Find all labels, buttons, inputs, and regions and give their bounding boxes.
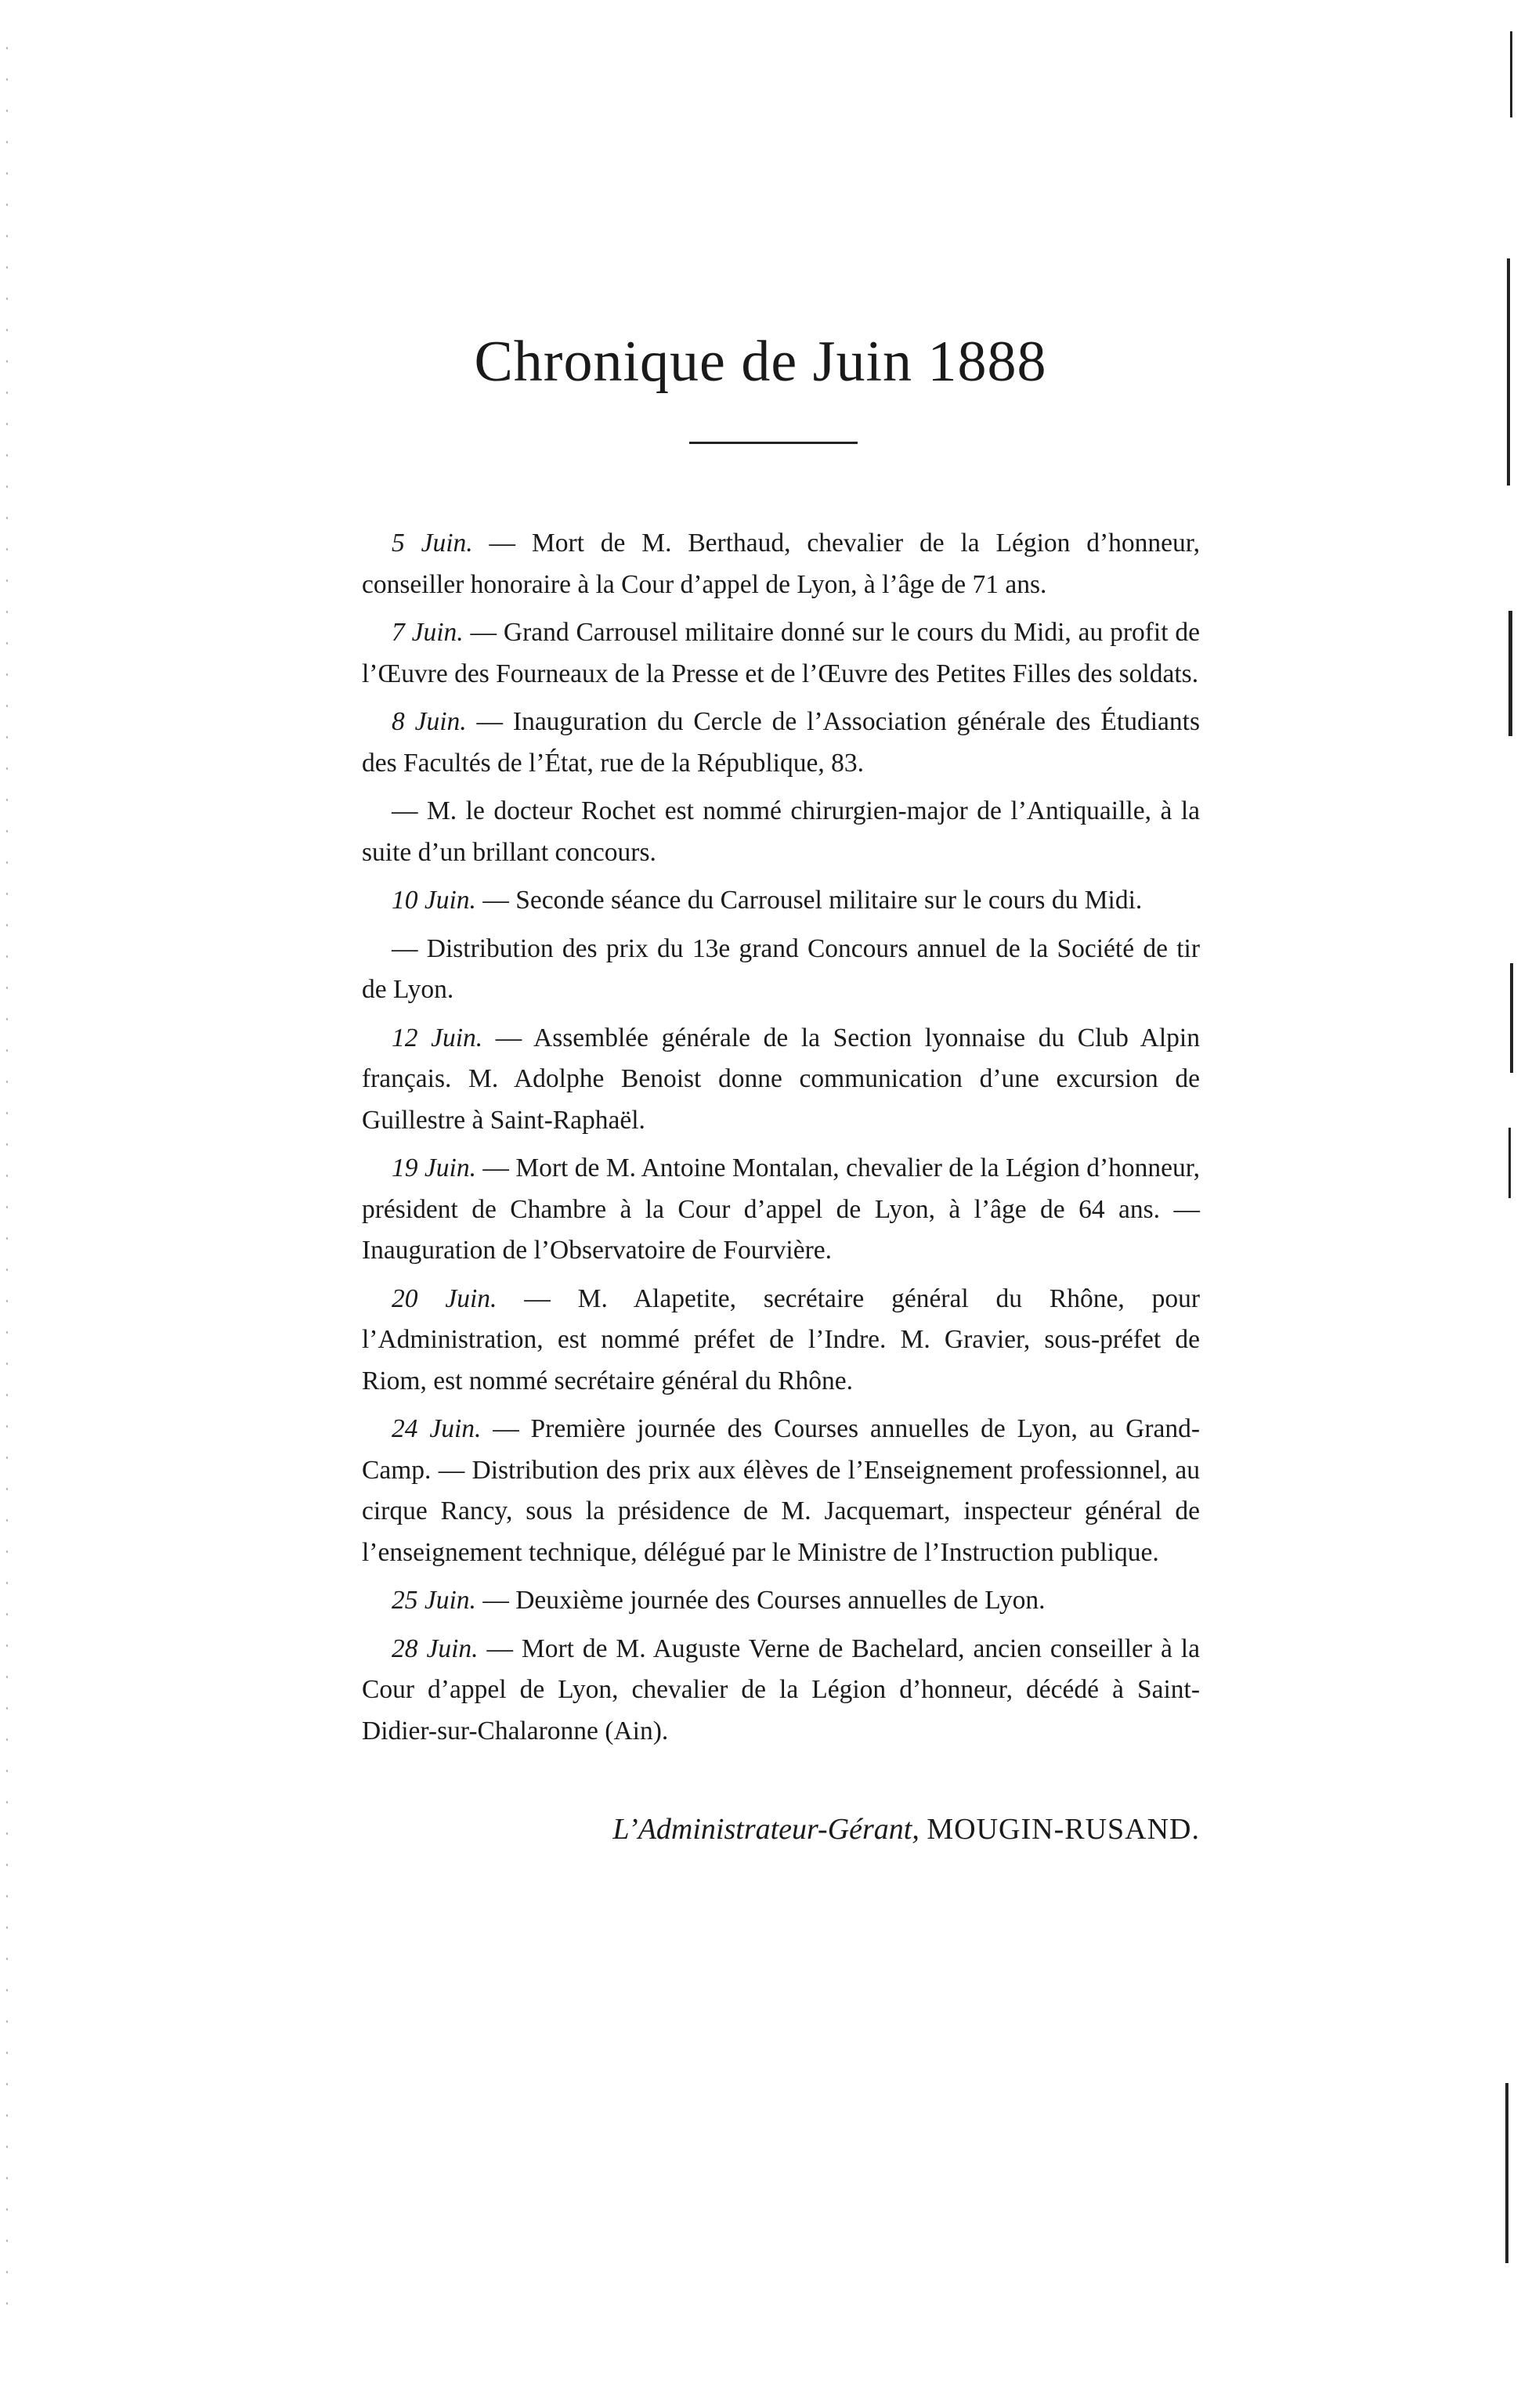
chronicle-entry: [362, 1018, 1200, 1142]
chronicle-entry: [362, 702, 1200, 784]
entry-date: 19 Juin.: [392, 1153, 476, 1182]
entry-text: — M. le docteur Rochet est nommé chirurgien-major de l’Antiquaille, à la suite d’un brillant concours.: [362, 796, 1200, 867]
entry-date: 25 Juin.: [392, 1586, 476, 1615]
title-rule: [689, 442, 858, 444]
entry-date: 12 Juin.: [392, 1023, 483, 1052]
scan-edge-mark: [1510, 963, 1513, 1073]
chronicle-entry: [362, 1148, 1200, 1272]
scan-edge-mark: [1505, 2083, 1508, 2263]
chronicle-entry: [362, 791, 1200, 873]
entry-text: — Assemblée générale de la Section lyonnaise du Club Alpin français. M. Adolphe Benoist donne communication d’une excursion de Guillestre à Saint-Raphaël.: [362, 1023, 1200, 1135]
signature-role: L’Administrateur-Gérant,: [612, 1813, 919, 1846]
entry-text: — Mort de M. Auguste Verne de Bachelard, ancien conseiller à la Cour d’appel de Lyon, chevalier de la Légion d’honneur, décédé à Saint-Didier-sur-Chalaronne (Ain).: [362, 1634, 1200, 1746]
chronicle-entry: [362, 1409, 1200, 1573]
scan-edge-mark: [1510, 31, 1512, 117]
chronicle-entries: [362, 523, 1200, 1759]
entry-date: 8 Juin.: [392, 707, 467, 736]
chronicle-entry: [362, 1279, 1200, 1403]
entry-text: — Mort de M. Antoine Montalan, chevalier de la Légion d’honneur, président de Chambre à la Cour d’appel de Lyon, à l’âge de 64 ans. — Inauguration de l’Observatoire de Fourvière.: [362, 1153, 1200, 1265]
entry-text: — Distribution des prix du 13e grand Concours annuel de la Société de tir de Lyon.: [362, 933, 1200, 1004]
scan-edge-mark: [1508, 1128, 1511, 1198]
entry-date: 20 Juin.: [392, 1283, 497, 1313]
entry-text: — Première journée des Courses annuelles de Lyon, au Grand-Camp. — Distribution des prix aux élèves de l’Enseignement professionnel, au cirque Rancy, sous la présidence de M. Jacquemart, inspecteur général de l’enseignement technique, délégué par le Ministre de l’Instruction publique.: [362, 1414, 1200, 1567]
entry-text: — Seconde séance du Carrousel militaire sur le cours du Midi.: [475, 886, 1143, 915]
chronicle-entry: [362, 929, 1200, 1011]
chronicle-entry: [362, 1629, 1200, 1753]
entry-text: — M. Alapetite, secrétaire général du Rhône, pour l’Administration, est nommé préfet de l’Indre. M. Gravier, sous-préfet de Riom, est nommé secrétaire général du Rhône.: [362, 1283, 1200, 1395]
page-title: Chronique de Juin 1888: [474, 330, 1047, 394]
entry-text: — Mort de M. Berthaud, chevalier de la Légion d’honneur, conseiller honoraire à la Cour d’appel de Lyon, à l’âge de 71 ans.: [362, 529, 1200, 599]
signature-name: MOUGIN-RUSAND.: [927, 1813, 1200, 1846]
entry-date: 24 Juin.: [392, 1414, 482, 1443]
chronicle-entry: [362, 880, 1200, 922]
scan-edge-mark: [1508, 611, 1512, 736]
chronicle-entry: [362, 612, 1200, 695]
entry-date: 5 Juin.: [392, 529, 473, 558]
entry-text: — Inauguration du Cercle de l’Association générale des Étudiants des Facultés de l’État, rue de la République, 83.: [362, 707, 1200, 778]
entry-date: 10 Juin.: [392, 886, 476, 915]
entry-text: — Deuxième journée des Courses annuelles de Lyon.: [475, 1586, 1046, 1615]
chronicle-entry: [362, 1580, 1200, 1622]
entry-date: 28 Juin.: [392, 1634, 479, 1663]
entry-date: 7 Juin.: [392, 618, 464, 647]
chronicle-entry: [362, 523, 1200, 605]
entry-text: — Grand Carrousel militaire donné sur le cours du Midi, au profit de l’Œuvre des Fourneaux de la Presse et de l’Œuvre des Petites Filles des soldats.: [362, 618, 1200, 688]
signature: [362, 1807, 1200, 1851]
